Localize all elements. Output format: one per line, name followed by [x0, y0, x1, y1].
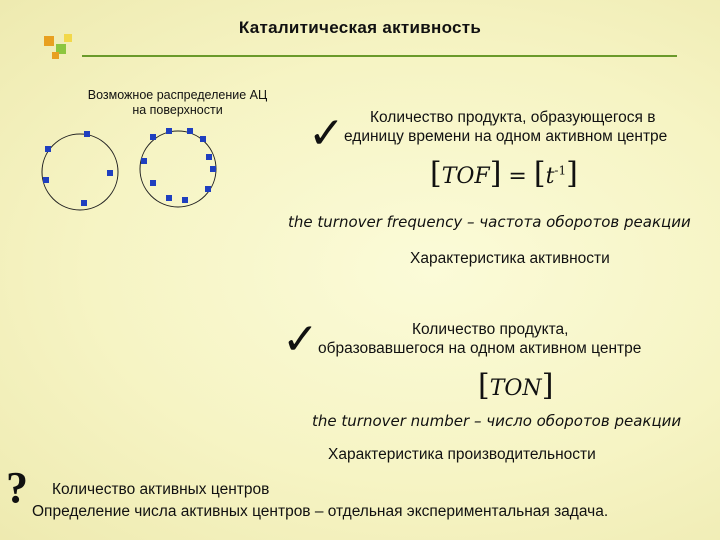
active-site-dot: [187, 128, 193, 134]
bracket-left-icon: [: [533, 156, 546, 191]
active-site-dot: [84, 131, 90, 137]
tof-formula: [430, 156, 578, 191]
active-site-dot: [81, 200, 87, 206]
active-sites-diagram: [30, 120, 230, 220]
question-mark-icon: ?: [6, 463, 28, 512]
active-site-dot: [200, 136, 206, 142]
active-site-dot: [45, 146, 51, 152]
distribution-caption-line-1: Возможное распределение АЦ: [87, 88, 268, 102]
active-site-dot: [150, 134, 156, 140]
surface-circle-left: [42, 134, 118, 210]
tof-english-term: the turnover frequency – частота оборотов реакции: [288, 213, 691, 231]
ton-characteristic: Характеристика производительности: [328, 446, 596, 463]
distribution-caption-line-2: на поверхности: [132, 103, 223, 117]
tof-definition-line-2: единицу времени на одном активном центре: [344, 128, 668, 145]
tof-equals: =: [508, 164, 527, 189]
checkmark-icon: ✓: [282, 314, 319, 365]
active-site-dot: [206, 154, 212, 160]
logo-square-orange: [44, 36, 54, 46]
surface-circle-right: [140, 131, 216, 207]
active-site-dot: [107, 170, 113, 176]
checkmark-icon: ✓: [308, 108, 345, 159]
active-site-dot: [166, 128, 172, 134]
tof-characteristic: Характеристика активности: [410, 250, 610, 267]
bracket-right-icon: ]: [541, 368, 554, 403]
active-site-dot: [166, 195, 172, 201]
active-site-dot: [150, 180, 156, 186]
active-site-dot: [43, 177, 49, 183]
title-underline: [82, 55, 677, 57]
tof-exponent: -1: [554, 163, 567, 178]
bracket-left-icon: [: [430, 156, 442, 191]
bracket-left-icon: [: [478, 368, 490, 403]
bracket-right-icon: ]: [489, 156, 502, 191]
logo-square-orange-small: [52, 52, 59, 59]
tof-definition: [344, 108, 720, 146]
bracket-right-icon: ]: [566, 156, 578, 191]
ton-english-term: the turnover number – число оборотов реакции: [312, 412, 682, 430]
slide-title: Каталитическая активность: [238, 18, 482, 37]
ton-definition-line-2: образовавшегося на одном активном центре: [318, 340, 642, 357]
ton-symbol: TON: [489, 376, 542, 401]
bottom-line-1: Количество активных центров: [52, 481, 270, 498]
active-site-dot: [141, 158, 147, 164]
bottom-line-2: Определение числа активных центров – отдельная экспериментальная задача.: [32, 503, 609, 520]
distribution-caption: [60, 88, 295, 118]
active-site-dot: [205, 186, 211, 192]
logo-square-yellow: [64, 34, 72, 42]
active-site-dot: [210, 166, 216, 172]
active-site-dot: [182, 197, 188, 203]
ton-definition: [318, 320, 718, 358]
ton-formula: [478, 368, 553, 403]
tof-symbol: TOF: [441, 164, 490, 189]
tof-unit: t: [545, 164, 555, 189]
ton-definition-line-1: Количество продукта,: [412, 321, 569, 338]
tof-definition-line-1: Количество продукта, образующегося в: [370, 109, 656, 126]
